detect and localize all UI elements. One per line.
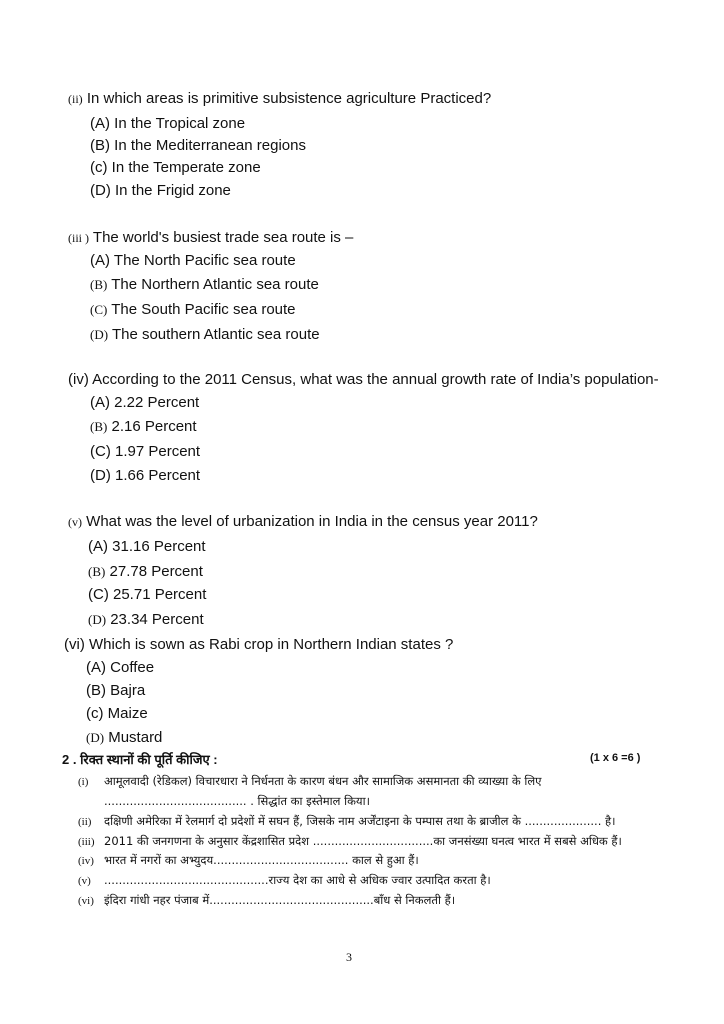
option: (c) Maize <box>86 705 148 722</box>
question-ii <box>68 90 491 107</box>
question-text: According to the 2011 Census, what was the annual growth rate of India’s population- <box>92 371 659 388</box>
option: (D) 1.66 Percent <box>90 467 201 484</box>
question-text: What was the level of urbanization in India in the census year 2011? <box>86 513 538 530</box>
option: (A) The North Pacific sea route <box>90 252 296 269</box>
fill-item: (v) .............................................राज्य देश का आधे से अधिक ज्वार उत्पादित करता है। <box>78 873 491 887</box>
fill-item: (vi) इंदिरा गांधी नहर पंजाब में.............................................बाँध से निकलती हैं। <box>78 893 456 907</box>
option: (A) In the Tropical zone <box>90 115 246 132</box>
question-text: Which is sown as Rabi crop in Northern Indian states ? <box>89 636 454 653</box>
option: (c) In the Temperate zone <box>90 159 261 176</box>
section-title: 2 . रिक्त स्थानों की पूर्ति कीजिए : <box>62 752 218 767</box>
page-number: 3 <box>346 950 352 964</box>
option: (D) The southern Atlantic sea route <box>90 326 320 343</box>
question-number: (vi) <box>64 636 85 653</box>
option: (A) Coffee <box>86 659 155 676</box>
option: (D) 23.34 Percent <box>88 611 204 628</box>
option: (B) Bajra <box>86 682 146 699</box>
option: (C) 1.97 Percent <box>90 443 201 460</box>
question-number: (v) <box>68 515 82 529</box>
question-number: (iv) <box>68 371 89 388</box>
option: (C) The South Pacific sea route <box>90 301 296 318</box>
question-iii <box>68 229 353 246</box>
fill-item: (iii) 2011 की जनगणना के अनुसार केंद्रशासित प्रदेश .................................का जनसंख्या घनत्व भारत में सबसे अधिक हैं। <box>78 834 622 848</box>
question-text: The world's busiest trade sea route is – <box>92 229 354 246</box>
option: (A) 31.16 Percent <box>88 538 206 555</box>
option: (C) 25.71 Percent <box>88 586 207 603</box>
option: (B) In the Mediterranean regions <box>90 137 306 154</box>
fill-item: (iv) भारत में नगरों का अभ्युदय..................................... काल से हुआ हैं। <box>78 853 419 867</box>
option: (B) 2.16 Percent <box>90 418 197 435</box>
option: (D) Mustard <box>86 729 163 746</box>
question-text: In which areas is primitive subsistence agriculture Practiced? <box>86 90 492 107</box>
question-number: (iii ) <box>68 231 89 245</box>
question-v <box>68 513 538 530</box>
option: (B) 27.78 Percent <box>88 563 203 580</box>
fill-item: (i) आमूलवादी (रेडिकल) विचारधारा ने निर्धनता के कारण बंधन और सामाजिक असमानता की व्याख्या के लिए <box>78 774 542 788</box>
option: (A) 2.22 Percent <box>90 394 200 411</box>
option: (B) The Northern Atlantic sea route <box>90 276 319 293</box>
fill-item-continuation: ....................................... . सिद्धांत का इस्तेमाल किया। <box>104 794 370 808</box>
fill-item: (ii) दक्षिणी अमेरिका में रेलमार्ग दो प्रदेशों में सघन हैं, जिसके नाम अर्जेंटाइना के पम्पास तथा के ब्राजील के ..................... है। <box>78 814 616 828</box>
question-vi <box>64 636 453 653</box>
option: (D) In the Frigid zone <box>90 182 231 199</box>
question-number: (ii) <box>68 92 83 106</box>
question-iv <box>68 371 659 388</box>
section-marks: (1 x 6 =6 ) <box>590 752 641 764</box>
